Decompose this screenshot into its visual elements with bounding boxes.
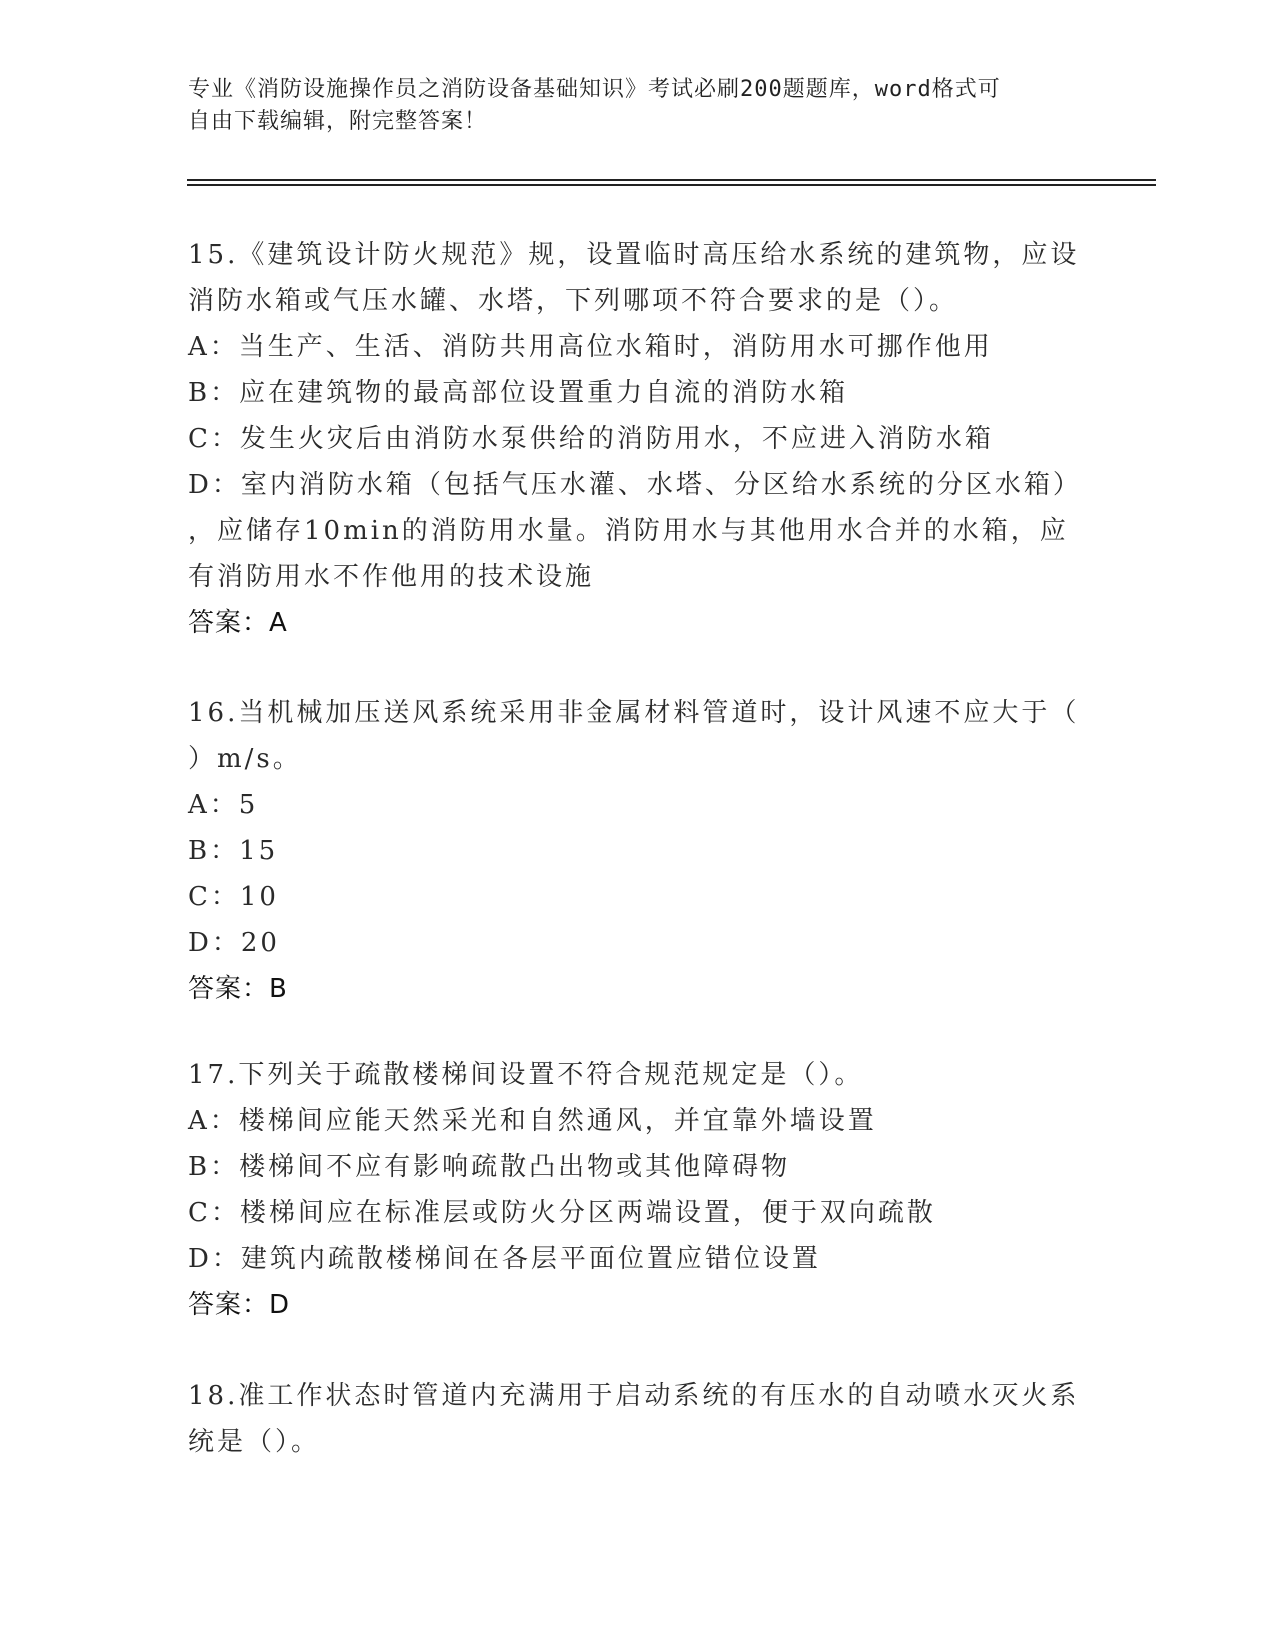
header-line-1: 专业《消防设施操作员之消防设备基础知识》考试必刷200题题库，word格式可 (188, 77, 1001, 102)
option-b: B：楼梯间不应有影响疏散凸出物或其他障碍物 (188, 1152, 791, 1182)
option-d-continuation: ，应储存10min的消防用水量。消防用水与其他用水合并的水箱，应 (188, 516, 1069, 546)
question-stem-line: 18.准工作状态时管道内充满用于启动系统的有压水的自动喷水灭火系 (188, 1381, 1080, 1411)
option-b: B：15 (188, 836, 279, 866)
answer-label: 答案：D (188, 1290, 291, 1320)
question-18 (188, 1373, 1080, 1465)
document-header (188, 74, 1068, 138)
option-a: A：当生产、生活、消防共用高位水箱时，消防用水可挪作他用 (188, 332, 993, 362)
question-17 (188, 1052, 1068, 1328)
question-stem-line: 15.《建筑设计防火规范》规，设置临时高压给水系统的建筑物，应设 (188, 240, 1080, 270)
option-c: C：发生火灾后由消防水泵供给的消防用水，不应进入消防水箱 (188, 424, 994, 454)
option-d: D：室内消防水箱（包括气压水灌、水塔、分区给水系统的分区水箱） (188, 470, 1082, 500)
option-c: C：楼梯间应在标准层或防火分区两端设置，便于双向疏散 (188, 1198, 936, 1228)
option-c: C：10 (188, 882, 279, 912)
option-a: A：5 (188, 790, 259, 820)
question-stem-line: ）m/s。 (188, 744, 302, 774)
option-d: D：20 (188, 928, 280, 958)
answer-label: 答案：B (188, 974, 288, 1004)
question-stem-line: 统是（）。 (188, 1427, 321, 1457)
option-a: A：楼梯间应能天然采光和自然通风，并宜靠外墙设置 (188, 1106, 877, 1136)
header-divider-top (187, 179, 1156, 181)
question-16 (188, 690, 1080, 1012)
option-b: B：应在建筑物的最高部位设置重力自流的消防水箱 (188, 378, 849, 408)
question-15 (188, 232, 1082, 646)
question-stem-line: 消防水箱或气压水罐、水塔，下列哪项不符合要求的是（）。 (188, 286, 959, 316)
header-divider-bottom (187, 184, 1156, 186)
option-d: D：建筑内疏散楼梯间在各层平面位置应错位设置 (188, 1244, 821, 1274)
header-line-2: 自由下载编辑，附完整答案！ (188, 109, 488, 134)
answer-label: 答案：A (188, 608, 288, 638)
option-d-continuation: 有消防用水不作他用的技术设施 (188, 562, 595, 592)
question-stem-line: 16.当机械加压送风系统采用非金属材料管道时，设计风速不应大于（ (188, 698, 1080, 728)
question-stem-line: 17.下列关于疏散楼梯间设置不符合规范规定是（）。 (188, 1060, 864, 1090)
